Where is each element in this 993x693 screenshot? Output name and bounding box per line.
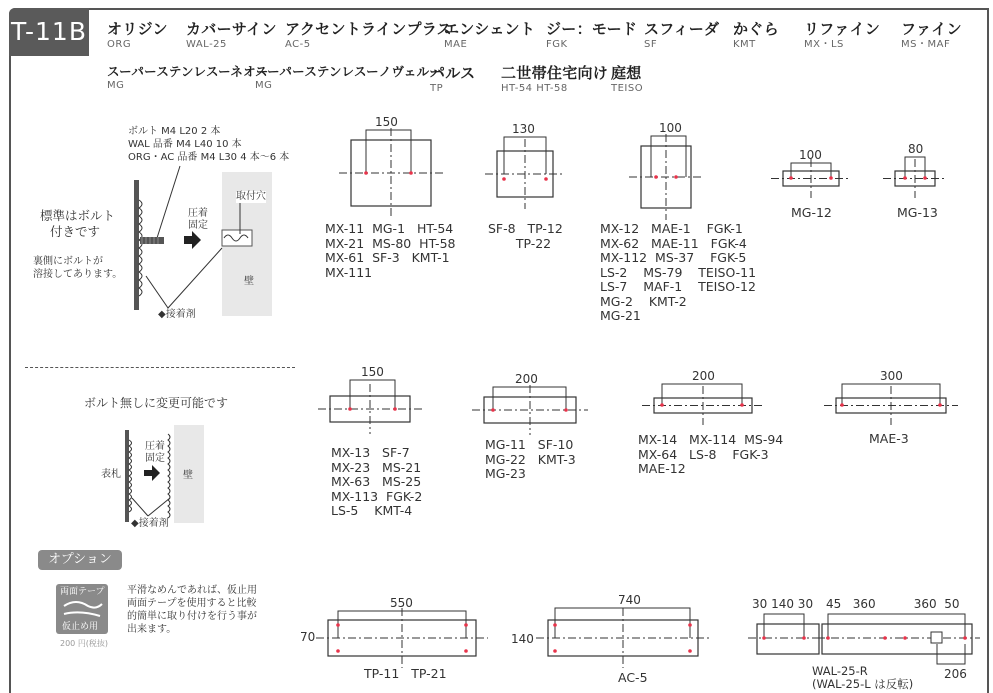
- series-origin: オリジン ORG: [107, 20, 168, 50]
- dim-200b: 200: [692, 369, 715, 383]
- t740-hole-3: [688, 649, 692, 653]
- dim-140: 140: [511, 632, 534, 646]
- option-icon-top: 両面テープ: [60, 587, 105, 597]
- t130-hole-1: [544, 177, 548, 181]
- press-label-1: 圧着: [188, 208, 208, 219]
- model-group-100a: MX-12 MAE-1 FGK-1 MX-62 MAE-11 FGK-4 MX-112 MS-37 FGK-5 LS-2 MS-79 TEISO-11 LS-7 MAF-1 TEISO-12 MG-2 KMT-2 MG-21: [600, 221, 757, 323]
- t740-hole-2: [688, 623, 692, 627]
- t100a-hole-0: [654, 175, 658, 179]
- adhesive-label-b: ◆接着剤: [131, 518, 169, 529]
- dim-100a: 100: [659, 121, 682, 135]
- press-label-2: 固定: [188, 220, 208, 231]
- twal-right-bracket: [828, 614, 965, 638]
- model-group-200b: MX-14 MX-114 MS-94 MX-64 LS-8 FGK-3 MAE-12: [638, 432, 784, 476]
- series-stainless-neo: スーパーステンレスーネオー MG: [107, 64, 269, 91]
- t100b-hole-0: [789, 176, 793, 180]
- t550-hole-1: [336, 649, 340, 653]
- dim-206: 206: [944, 667, 967, 681]
- twal-left-plate: [757, 624, 819, 654]
- twal-right-hole-1: [883, 636, 887, 640]
- twal-right-hole-2: [903, 636, 907, 640]
- model-group-80: MG-13: [897, 205, 938, 220]
- option-text-3: 的簡単に取り付けを行う事が: [127, 611, 257, 622]
- series-two-family: 二世帯住宅向け HT-54 HT-58: [501, 64, 609, 94]
- twal-right-hole-3: [963, 636, 967, 640]
- series-accentline: アクセントラインプラス AC-5: [285, 20, 452, 50]
- dim-150b: 150: [361, 365, 384, 379]
- bolt-note-3: ORG・AC 品番 M4 L30 4 本〜6 本: [128, 152, 290, 163]
- twal-left-bracket: [764, 614, 804, 638]
- standard-label-1: 標準はボルト: [40, 208, 116, 223]
- t200b-hole-1: [740, 403, 744, 407]
- option-badge: オプション: [38, 550, 122, 570]
- press-label-b-1: 圧着: [145, 441, 165, 452]
- dim-300: 300: [880, 369, 903, 383]
- dim-70: 70: [300, 630, 316, 644]
- dim-740: 740: [618, 593, 641, 607]
- option-icon-bottom: 仮止め用: [62, 622, 99, 632]
- t80-hole-1: [923, 176, 927, 180]
- t150b-hole-1: [393, 407, 397, 411]
- standard-sub-1: 裏側にボルトが: [33, 256, 103, 267]
- model-group-740: AC-5: [618, 670, 648, 685]
- press-label-b-2: 固定: [145, 453, 165, 464]
- dim-wal-top: 30 140 30: [752, 597, 814, 611]
- boltless-label: ボルト無しに変更可能です: [84, 396, 229, 410]
- t100b-hole-1: [829, 176, 833, 180]
- model-group-130: SF-8 TP-12 TP-22: [488, 221, 563, 251]
- twal-right-hole-0: [826, 636, 830, 640]
- t550-hole-3: [464, 649, 468, 653]
- twal-left-hole-1: [802, 636, 806, 640]
- t550-hole-2: [464, 623, 468, 627]
- wall-label-b: 壁: [183, 470, 193, 481]
- t150b-bracket: [350, 380, 395, 409]
- t300-hole-0: [840, 403, 844, 407]
- t550-hole-0: [336, 623, 340, 627]
- series-coversign: カバーサイン WAL-25: [186, 20, 277, 50]
- t300-hole-1: [938, 403, 942, 407]
- model-group-100b: MG-12: [791, 205, 832, 220]
- model-group-300: MAE-3: [869, 431, 909, 446]
- twal-left-hole-0: [762, 636, 766, 640]
- t200a-hole-1: [564, 408, 568, 412]
- t100a-hole-1: [674, 175, 678, 179]
- dim-130: 130: [512, 122, 535, 136]
- mount-hole-label: 取付穴: [236, 191, 266, 202]
- t200b-bracket: [662, 384, 742, 406]
- t200a-hole-0: [491, 408, 495, 412]
- series-kagura: かぐら KMT: [733, 20, 779, 50]
- t80-hole-0: [903, 176, 907, 180]
- t150a-hole-1: [409, 171, 413, 175]
- wall-label: 壁: [244, 276, 254, 287]
- page-tab-label: T-11B: [9, 8, 89, 56]
- dim-100b: 100: [799, 148, 822, 162]
- series-stainless-novel: スーパーステンレスーノヴェルー MG: [255, 64, 443, 91]
- bolt-note-1: ボルト M4 L20 2 本: [128, 126, 221, 137]
- series-sfida: スフィーダ SF: [644, 20, 720, 50]
- twal-right-plate: [822, 624, 972, 654]
- series-pulse: パルス TP: [430, 64, 476, 94]
- model-group-150b: MX-13 SF-7 MX-23 MS-21 MX-63 MS-25 MX-113 FGK-2 LS-5 KMT-4: [331, 445, 423, 518]
- dim-80: 80: [908, 142, 924, 156]
- option-text-2: 両面テープを使用すると比較: [127, 598, 257, 609]
- nameplate-label: 表札: [101, 469, 121, 480]
- t130-hole-0: [502, 177, 506, 181]
- t150a-bracket: [366, 130, 411, 173]
- adhesive-label: ◆接着剤: [158, 309, 196, 320]
- t200b-hole-0: [660, 403, 664, 407]
- standard-sub-2: 溶接してあります。: [33, 269, 123, 280]
- t150b-hole-0: [348, 407, 352, 411]
- series-refine: リファイン MX・LS: [804, 20, 881, 50]
- model-group-150a: MX-11 MG-1 HT-54 MX-21 MS-80 HT-58 MX-61 SF-3 KMT-1 MX-111: [325, 221, 456, 280]
- dim-wal-top2: 45 360 360 50: [826, 597, 960, 611]
- t740-hole-0: [553, 623, 557, 627]
- dim-550: 550: [390, 596, 413, 610]
- model-group-550: TP-11 TP-21: [364, 666, 447, 681]
- t150a-hole-0: [364, 171, 368, 175]
- series-ancient: エンシェント MAE: [444, 20, 536, 50]
- dim-150a: 150: [375, 115, 398, 129]
- series-fine: ファイン MS・MAF: [901, 20, 962, 50]
- twal-right-window: [931, 632, 942, 643]
- series-gmode: ジー：モード FGK: [546, 20, 638, 50]
- dim-200a: 200: [515, 372, 538, 386]
- model-group-200a: MG-11 SF-10 MG-22 KMT-3 MG-23: [485, 437, 576, 481]
- option-price: 200 円(税抜): [60, 639, 109, 648]
- model-group-wal: WAL-25-R (WAL-25-L は反転): [812, 664, 914, 691]
- option-text-4: 出来ます。: [127, 624, 177, 635]
- standard-label-2: 付きです: [50, 224, 101, 239]
- option-text-1: 平滑なめんであれば、仮止用: [127, 585, 257, 596]
- bolt-note-2: WAL 品番 M4 L40 10 本: [128, 139, 242, 150]
- series-teiso: 庭想 TEISO: [611, 64, 644, 94]
- t100a-bracket: [651, 136, 686, 177]
- t740-hole-1: [553, 649, 557, 653]
